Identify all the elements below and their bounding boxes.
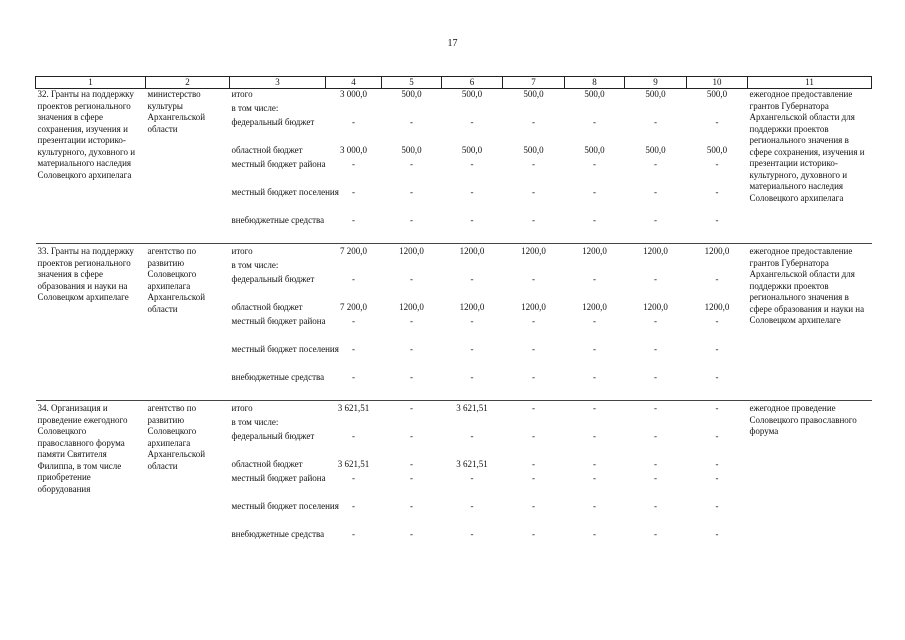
amount-cell: - [532, 344, 535, 354]
amount-cell [625, 103, 687, 117]
amount-cell [442, 260, 503, 274]
amount-cell: - [593, 501, 596, 511]
amount-cell: - [593, 372, 596, 382]
amount-cell: 3 621,51 [337, 459, 370, 469]
amount-cell: - [593, 215, 596, 225]
column-header: 2 [146, 77, 230, 89]
amount-cell [503, 103, 565, 117]
amount-cell: 3 621,51 [337, 403, 370, 413]
activity-name: 34. Организация и проведение ежегодного Соловецкого православного форума памяти Святителя Филиппа, в том числе приобретение оборудования [37, 403, 128, 494]
amount-cell [382, 417, 442, 431]
page-number: 17 [447, 38, 458, 49]
amount-cell: - [470, 529, 474, 539]
funding-source: федеральный бюджет [231, 431, 315, 441]
amount-cell: - [410, 187, 413, 197]
amount-cell: - [654, 316, 657, 326]
amount-cell: 500,0 [523, 145, 544, 155]
amount-cell: - [593, 403, 596, 413]
amount-cell: 500,0 [401, 145, 422, 155]
amount-cell: - [352, 215, 355, 225]
amount-cell: - [654, 529, 657, 539]
amount-cell [442, 103, 503, 117]
amount-cell: - [470, 187, 474, 197]
amount-cell: - [715, 431, 719, 441]
amount-cell: - [715, 473, 719, 483]
amount-cell: - [532, 529, 535, 539]
amount-cell: - [410, 215, 413, 225]
funding-source: местный бюджет поселения [231, 501, 339, 511]
amount-cell: - [470, 344, 474, 354]
amount-cell: - [654, 372, 657, 382]
column-header: 5 [382, 77, 442, 89]
amount-cell: - [532, 459, 535, 469]
table-row [36, 246, 872, 260]
amount-cell: - [532, 431, 535, 441]
amount-cell: 500,0 [584, 145, 605, 155]
activity-name: 32. Гранты на поддержку проектов регионального значения в сфере сохранения, изучения и презентации историко-культурного, духовного и материального наследия Соловецкого архипелага [37, 89, 136, 180]
amount-cell: 3 000,0 [340, 145, 367, 155]
funding-source: итого [231, 89, 253, 99]
amount-cell: - [470, 501, 474, 511]
funding-source: областной бюджет [231, 145, 303, 155]
amount-cell: - [654, 431, 657, 441]
amount-cell: - [410, 344, 413, 354]
amount-cell: 500,0 [706, 145, 728, 155]
funding-source: внебюджетные средства [231, 215, 325, 225]
column-header: 4 [326, 77, 382, 89]
funding-source: местный бюджет района [231, 473, 326, 483]
amount-cell: - [410, 459, 413, 469]
activity-name: 33. Гранты на поддержку проектов регионального значения в сфере образования и науки на Соловецком архипелаге [37, 246, 134, 302]
amount-cell: - [593, 473, 596, 483]
amount-cell [382, 260, 442, 274]
funding-source: итого [231, 403, 253, 413]
amount-cell: - [470, 316, 474, 326]
expected-result: ежегодное проведение Соловецкого православного форума [749, 403, 857, 436]
funding-source: местный бюджет поселения [231, 344, 339, 354]
amount-cell: - [470, 274, 474, 284]
column-header: 10 [687, 77, 748, 89]
amount-cell: 1200,0 [582, 302, 607, 312]
amount-cell: - [410, 473, 413, 483]
table-body [36, 89, 872, 558]
funding-source: местный бюджет района [231, 316, 326, 326]
funding-source: внебюджетные средства [231, 372, 325, 382]
amount-cell [565, 260, 625, 274]
amount-cell [687, 260, 748, 274]
amount-cell: - [352, 316, 355, 326]
amount-cell: 500,0 [645, 89, 666, 99]
amount-cell: - [532, 403, 535, 413]
amount-cell: - [532, 473, 535, 483]
amount-cell: - [593, 431, 596, 441]
amount-cell: - [352, 187, 355, 197]
funding-source: областной бюджет [231, 459, 303, 469]
amount-cell: - [352, 159, 355, 169]
amount-cell: - [715, 529, 719, 539]
amount-cell: 1200,0 [643, 246, 668, 256]
amount-cell [565, 417, 625, 431]
amount-cell: - [532, 316, 535, 326]
amount-cell: - [715, 215, 719, 225]
amount-cell: - [715, 316, 719, 326]
amount-cell: - [410, 431, 413, 441]
amount-cell: - [715, 117, 719, 127]
amount-cell [687, 103, 748, 117]
amount-cell: - [470, 473, 474, 483]
column-header: 9 [625, 77, 687, 89]
amount-cell: - [410, 529, 413, 539]
funding-source: местный бюджет района [231, 159, 326, 169]
table-row [36, 403, 872, 417]
amount-cell: - [593, 274, 596, 284]
amount-cell: 3 000,0 [340, 89, 367, 99]
amount-cell: - [352, 501, 355, 511]
amount-cell: 500,0 [706, 89, 728, 99]
amount-cell: 3 621,51 [456, 459, 488, 469]
amount-cell: - [352, 274, 355, 284]
table-header [36, 77, 872, 89]
amount-cell: 1200,0 [459, 302, 485, 312]
amount-cell: - [410, 403, 413, 413]
amount-cell: - [715, 187, 719, 197]
funding-source: в том числе: [231, 103, 279, 113]
amount-cell: - [654, 187, 657, 197]
amount-cell: - [352, 117, 355, 127]
amount-cell: 1200,0 [582, 246, 607, 256]
amount-cell: - [532, 117, 535, 127]
funding-source: в том числе: [231, 417, 279, 427]
amount-cell: - [532, 215, 535, 225]
amount-cell: - [654, 215, 657, 225]
amount-cell: - [410, 159, 413, 169]
amount-cell [625, 417, 687, 431]
amount-cell [503, 417, 565, 431]
amount-cell: 3 621,51 [456, 403, 488, 413]
amount-cell: - [654, 117, 657, 127]
amount-cell: 1200,0 [399, 302, 424, 312]
amount-cell [565, 103, 625, 117]
amount-cell: - [654, 274, 657, 284]
expected-result: ежегодное предоставление грантов Губернатора Архангельской области для поддержки проектов регионального значения в сфере сохранения, изучения и презентации историко-культурного, духовного и материального наследия Соловецкого архипелага [749, 89, 865, 203]
table-row [36, 89, 872, 104]
amount-cell: - [532, 501, 535, 511]
executor: агентство по развитию Соловецкого архипелага Архангельской области [147, 246, 206, 314]
amount-cell: 500,0 [523, 89, 544, 99]
amount-cell: - [654, 159, 657, 169]
amount-cell: 1200,0 [704, 246, 730, 256]
amount-cell [326, 417, 382, 431]
amount-cell: - [410, 501, 413, 511]
amount-cell: - [470, 117, 474, 127]
amount-cell: - [410, 372, 413, 382]
amount-cell: 1200,0 [521, 302, 546, 312]
funding-source: внебюджетные средства [231, 529, 325, 539]
amount-cell: - [715, 501, 719, 511]
amount-cell: - [654, 473, 657, 483]
amount-cell: - [470, 159, 474, 169]
amount-cell [442, 417, 503, 431]
amount-cell: 1200,0 [399, 246, 424, 256]
amount-cell: - [352, 473, 355, 483]
expected-result: ежегодное предоставление грантов Губернатора Архангельской области для поддержки проектов регионального значения в сфере образования и науки на Соловецком архипелаге [749, 246, 865, 325]
amount-cell: - [715, 459, 719, 469]
amount-cell: - [715, 344, 719, 354]
amount-cell: - [410, 316, 413, 326]
amount-cell: 1200,0 [643, 302, 668, 312]
amount-cell: - [654, 459, 657, 469]
amount-cell: - [352, 431, 355, 441]
amount-cell: 1200,0 [459, 246, 485, 256]
column-header: 11 [748, 77, 872, 89]
column-header: 8 [565, 77, 625, 89]
amount-cell: - [410, 274, 413, 284]
executor: агентство по развитию Соловецкого архипелага Архангельской области [147, 403, 206, 471]
amount-cell: - [654, 501, 657, 511]
amount-cell: - [593, 459, 596, 469]
amount-cell: - [593, 117, 596, 127]
program-table [35, 76, 872, 557]
amount-cell: - [470, 431, 474, 441]
amount-cell: - [532, 187, 535, 197]
amount-cell: - [593, 344, 596, 354]
amount-cell: 500,0 [401, 89, 422, 99]
amount-cell: - [593, 159, 596, 169]
amount-cell: - [470, 372, 474, 382]
amount-cell: - [532, 372, 535, 382]
amount-cell: - [352, 372, 355, 382]
amount-cell: - [352, 529, 355, 539]
amount-cell [326, 103, 382, 117]
amount-cell: 1200,0 [521, 246, 546, 256]
amount-cell: 7 200,0 [340, 246, 367, 256]
funding-source: итого [231, 246, 253, 256]
column-header: 3 [230, 77, 326, 89]
amount-cell: - [410, 117, 413, 127]
amount-cell: - [470, 215, 474, 225]
amount-cell: 500,0 [584, 89, 605, 99]
amount-cell: - [593, 316, 596, 326]
amount-cell [625, 260, 687, 274]
funding-source: федеральный бюджет [231, 117, 315, 127]
amount-cell: - [352, 344, 355, 354]
funding-source: в том числе: [231, 260, 279, 270]
amount-cell: 500,0 [461, 89, 483, 99]
amount-cell: - [654, 403, 657, 413]
amount-cell: 500,0 [645, 145, 666, 155]
column-header: 7 [503, 77, 565, 89]
column-header: 1 [36, 77, 146, 89]
amount-cell: - [532, 274, 535, 284]
amount-cell [326, 260, 382, 274]
executor: министерство культуры Архангельской области [147, 89, 206, 134]
amount-cell: - [715, 372, 719, 382]
amount-cell: - [715, 403, 719, 413]
amount-cell: - [593, 187, 596, 197]
amount-cell [382, 103, 442, 117]
funding-source: местный бюджет поселения [231, 187, 339, 197]
amount-cell: - [715, 274, 719, 284]
amount-cell [687, 417, 748, 431]
amount-cell: - [532, 159, 535, 169]
amount-cell: - [593, 529, 596, 539]
amount-cell: - [715, 159, 719, 169]
amount-cell: 1200,0 [704, 302, 730, 312]
amount-cell: 500,0 [461, 145, 483, 155]
funding-source: областной бюджет [231, 302, 303, 312]
amount-cell: 7 200,0 [340, 302, 367, 312]
funding-source: федеральный бюджет [231, 274, 315, 284]
amount-cell: - [654, 344, 657, 354]
amount-cell [503, 260, 565, 274]
column-header: 6 [442, 77, 503, 89]
